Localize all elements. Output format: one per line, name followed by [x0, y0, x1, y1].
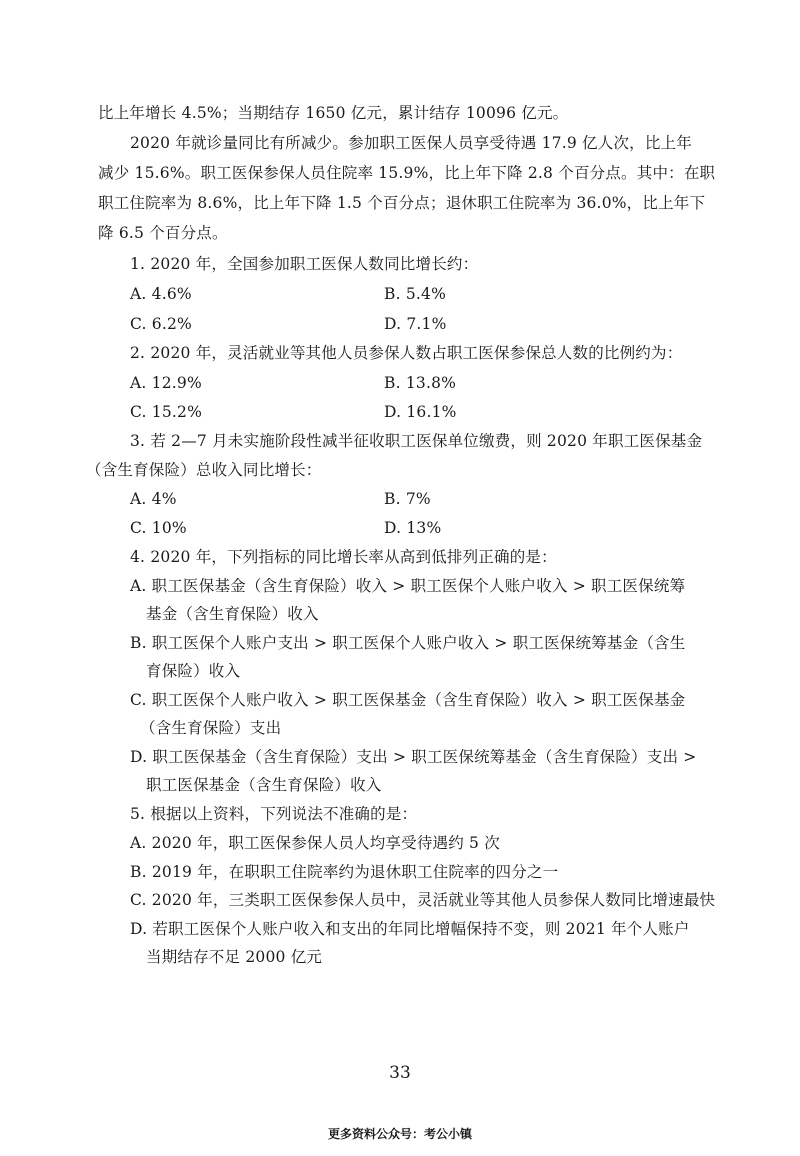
question-2-option-c: C. 15.2%	[130, 403, 203, 421]
question-2-stem: 2. 2020 年，灵活就业等其他人员参保人数占职工医保参保总人数的比例约为：	[130, 344, 683, 362]
question-5-stem: 5. 根据以上资料，下列说法不准确的是：	[130, 805, 418, 823]
passage-line: 降 6.5 个百分点。	[98, 224, 228, 242]
question-3-stem: （含生育保险）总收入同比增长：	[86, 461, 322, 479]
question-1-option-d: D. 7.1%	[384, 315, 447, 333]
question-3-stem: 3. 若 2—7 月未实施阶段性减半征收职工医保单位缴费，则 2020 年职工医保基金	[130, 432, 703, 450]
question-5-option-d: D. 若职工医保个人账户收入和支出的年同比增幅保持不变，则 2021 年个人账户	[130, 920, 690, 938]
question-4-option-d-cont: 职工医保基金（含生育保险）收入	[146, 776, 382, 794]
question-2-option-d: D. 16.1%	[384, 403, 457, 421]
passage-line: 职工住院率为 8.6%，比上年下降 1.5 个百分点；退休职工住院率为 36.0%，比上年下	[98, 194, 706, 212]
passage-line: 2020 年就诊量同比有所减少。参加职工医保人员享受待遇 17.9 亿人次，比上年	[130, 134, 692, 152]
question-2-option-a: A. 12.9%	[130, 374, 202, 392]
question-4-option-b: B. 职工医保个人账户支出 > 职工医保个人账户收入 > 职工医保统筹基金（含生	[130, 634, 686, 652]
question-5-option-c: C. 2020 年，三类职工医保参保人员中，灵活就业等其他人员参保人数同比增速最快	[130, 891, 716, 909]
page-number: 33	[389, 1063, 411, 1083]
question-4-option-c-cont: （含生育保险）支出	[140, 719, 282, 737]
question-3-option-d: D. 13%	[384, 519, 442, 537]
question-3-option-b: B. 7%	[384, 490, 431, 508]
footer-watermark: 更多资料公众号：考公小镇	[327, 1127, 472, 1141]
question-5-option-a: A. 2020 年，职工医保参保人员人均享受待遇约 5 次	[130, 834, 500, 852]
question-3-option-a: A. 4%	[130, 490, 177, 508]
question-4-option-a-cont: 基金（含生育保险）收入	[146, 605, 319, 623]
question-1-stem: 1. 2020 年，全国参加职工医保人数同比增长约：	[130, 255, 479, 273]
passage-line: 减少 15.6%。职工医保参保人员住院率 15.9%，比上年下降 2.8 个百分点。其中：在职	[98, 164, 716, 182]
question-5-option-d-cont: 当期结存不足 2000 亿元	[146, 948, 323, 966]
question-4-option-a: A. 职工医保基金（含生育保险）收入 > 职工医保个人账户收入 > 职工医保统筹	[130, 577, 686, 595]
question-3-option-c: C. 10%	[130, 519, 187, 537]
question-1-option-c: C. 6.2%	[130, 315, 192, 333]
question-4-option-b-cont: 育保险）收入	[146, 662, 241, 680]
question-5-option-b: B. 2019 年，在职职工住院率约为退休职工住院率的四分之一	[130, 863, 559, 881]
question-4-option-d: D. 职工医保基金（含生育保险）支出 > 职工医保统筹基金（含生育保险）支出 >	[130, 748, 697, 766]
question-1-option-a: A. 4.6%	[130, 285, 192, 303]
passage-line: 比上年增长 4.5%；当期结存 1650 亿元，累计结存 10096 亿元。	[98, 104, 569, 122]
question-2-option-b: B. 13.8%	[384, 374, 457, 392]
question-1-option-b: B. 5.4%	[384, 285, 447, 303]
question-4-stem: 4. 2020 年，下列指标的同比增长率从高到低排列正确的是：	[130, 548, 557, 566]
question-4-option-c: C. 职工医保个人账户收入 > 职工医保基金（含生育保险）收入 > 职工医保基金	[130, 691, 686, 709]
